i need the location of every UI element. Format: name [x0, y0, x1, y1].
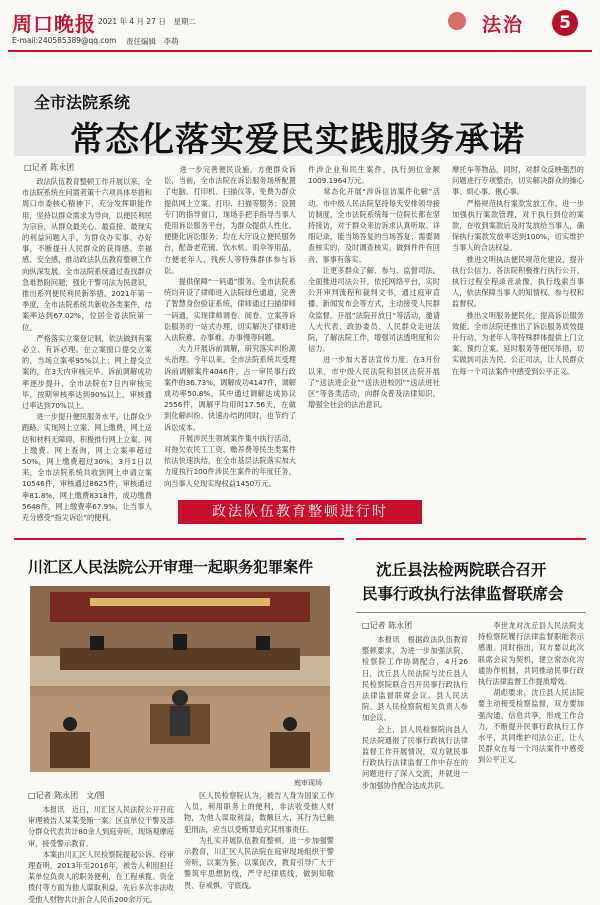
right-article-rule — [356, 612, 586, 613]
right-article-column-1: 本报讯 根据政法队伍教育整顿要求，为进一步加强法院、检察院工作协调配合，4月26日，沈丘县人民法院与沈丘县人民检察院联合召开民事行政执行法律监督联席会议。县人民法院、县人民检察院相关负责人参加会议。 会上，县人民检察院向县人民法院通报了民事行政执行法律监督工作开展情况，双方就民事行政执行法律监督工作中存在的问题进行了深入交流，并就进一步加强协作配合达成共识。 — [362, 635, 468, 790]
masthead — [0, 0, 600, 56]
banner-rule-right — [356, 538, 586, 540]
right-article-headline-line1: 沈丘县法检两院联合召开 — [376, 560, 547, 579]
right-article-column-2: 李世龙对沈丘县人民法院支持检察院履行法律监督职能表示感谢。同时指出，双方要以此次联席会议为契机，建立常态化沟通协作机制，共同推动民事行政执行法律监督工作提质增效。 胡彪要求，沈丘县人民法院要主动接受检察监督，双方要加强沟通、信息共享，形成工作合力，不断提升民事行政执行工作水平，共同维护司法公正，让人民群众在每一个司法案件中感受到公平正义。 — [478, 621, 584, 765]
left-article-column-1: 本报讯 近日，川汇区人民法院公开开庭审理被告人某某受贿一案。区直单位干警及部分群众代表共计80余人到庭旁听，现场观摩庭审，接受警示教育。 本案由川汇区人民检察院提起公诉。经审理查明，2013年至2016年，被告人利用担任某单位负责人的职务便利，在工程承揽、资金拨付等方面为他人谋取利益，先后多次非法收受他人财物共计折合人民币200余万元。 — [28, 805, 174, 904]
article-byline: □记者 陈永团 — [24, 163, 75, 172]
article-headline: 常态化落实爱民实践服务承诺 — [70, 120, 525, 160]
article-column-2: 进一步完善便民设施。方便群众诉讼，当前，全市法院在诉讼服务场所配置了电脑、打印机、扫描仪等，免费为群众提供网上立案、打印、扫描等服务；设置专门的指导窗口，现场手把手指导当事人使用诉讼服务平台，为群众提供人性化、便捷化诉讼服务；均在大厅设立便民服务台，配备老花镜、饮水机、雨伞等用品，方便老年人、残疾人等特殊群体参与诉讼。 提供保障“一码通”服务。全市法院系统均开设了律师进入法院绿色通道，完善了智慧身份验证系统，律师通过扫描律师一码通，实现律师调卷、阅卷、立案等诉讼服务的一站式办理，切实解决了律师进入法院难、办事难、办事慢等问题。 大力开展诉前调解，研究落实纠纷源头治理。今年以来，全市法院系统共受理诉前调解案件4046件，占一审民事行政案件的36.73%，调解成功4147件，调解成功率50.8%，其中通过调解达成协议2556件，调解平均用时17.56天，在做到化解纠纷、快速办结的同时，也节约了诉讼成本。 开展涉民生领域案件集中执行活动，对拖欠农民工工资、赡养费等民生类案件依法快速执结，在全市基层法院落实加大力度执行100件涉民生案件的年度任务，向当事人兑现实现权益1450万元。 — [164, 165, 296, 488]
page-editor: 责任编辑 李萌 — [126, 37, 179, 46]
decorative-seal-icon — [448, 12, 466, 30]
page-number-badge: 5 — [552, 10, 578, 36]
right-article-byline: □记者 陈永团 — [362, 621, 413, 630]
headline-banner — [14, 86, 586, 160]
article-column-1: 政法队伍教育整顿工作开展以来，全市法院系统在问需者策十六项具体举措和周口市委核心精神下，充分发挥职能作用，坚持以群众需求为导向，以便民利民为宗旨，从群众最关心、最直接、最现实的利益问题入手，为群众办实事、办好事，不断提升人民群众的获得感、幸福感、安全感，推动政法队伍教育整顿工作向纵深发展。全市法院系统通过查找群众急难愁盼问题，强化干警司法为民意识，推出系列便民利民新举措。2021年第一季度，全市法院系统共新收各类案件，结案率达到67.02%，位居全省法院第一位。 严格落实立案登记制，依法做到有案必立、有诉必理。在立案窗口提交立案的，当场立案率95%以上；网上提交立案的，在3天内审核完毕。诉前调解成功率逐步提升，全市法院在7日内审核完毕，按期审核率达到90%以上，审核通过率达到70%以上。 进一步提升便民服务水平，让群众少跑路。实现网上立案、网上缴费、网上送达和材料无障碍，积极推行网上立案、网上缴费、网上查询，网上立案率超过50%，网上缴费超过30%。3月1日以来，全市法院系统共收到网上申请立案10546件，审核通过8625件，审核通过率81.8%，网上缴费8318件，成功缴费5648件，网上缴费率67.9%，让当事人充分感受“指尖诉讼”的便利。 — [22, 177, 152, 523]
photo-caption: 庭审现场 — [294, 779, 322, 787]
left-article-headline: 川汇区人民法院公开审理一起职务犯罪案件 — [28, 558, 314, 576]
left-article-byline: □记者 陈永团 文/图 — [28, 791, 105, 800]
newspaper-logo: 周口晚报 — [12, 12, 96, 36]
left-article-column-2: 区人民检察院认为，被告人身为国家工作人员，利用职务上的便利，非法收受他人财物，为他人谋取利益，数额巨大，其行为已触犯刑法，应当以受贿罪追究其刑事责任。 为扎实开展队伍教育整顿，进一步加强警示教育，川汇区人民法院在庭审现场组织干警旁听，以案为鉴、以案促改，教育引导广大干警筑牢思想防线，严守纪律底线，做到知敬畏、存戒惧、守底线。 — [184, 791, 334, 890]
banner-rule-left — [14, 538, 344, 540]
masthead-rule — [8, 50, 592, 52]
campaign-banner-text: 政法队伍教育整顿进行时 — [212, 504, 388, 520]
right-article-headline-line2: 民事行政执行法律监督联席会 — [362, 584, 564, 603]
issue-date: 2021 年 4 月 27 日 星期二 — [98, 17, 196, 26]
article-column-3: 件涉企业和民生案件，执行到位金额1009.1964万元。 常态化开展“涉诉信访案件化解”活动。市中级人民法院坚持每天安排领导接访制度，全市法院系统每一位院长都在坚持接访，对于群众来访诉求认真听取、详细记录，能当场答复的当场答复；需要调查核实的，及时调查核实，做到件件有回音、事事有落实。 让更多群众了解、参与、监督司法。全面推进司法公开，依托网络平台，实时公开审判流程和裁判文书，通过庭审直播、新闻发布会等方式，主动接受人民群众监督。开展“法院开放日”等活动，邀请人大代表、政协委员、人民群众走进法院，了解法院工作，增强司法透明度和公信力。 进一步加大普法宣传力度。在3月份以来，市中级人民法院和县区法院开展了“送法进企业”“送法进校园”“送法进社区”等各类活动，向群众普及法律知识，增强全社会的法治意识。 — [308, 165, 440, 410]
article-kicker: 全市法院系统 — [34, 93, 131, 112]
contact-email: E-mail:240585389@qq.com — [12, 36, 117, 45]
article-column-4: 摩托车等物品，同时，对群众反映强烈的问题进行专项整治，切实解决群众的操心事、烦心事、揪心事。 严格规范执行案款发放工作。进一步加强执行案款管理，对于执行到位的案款，在收到案款后及时发放给当事人，确保执行案款发放率达到100%，切实维护当事人的合法权益。 推进文明执法便民规范化建设，提升执行公信力。各法院积极推行执行公开，执行过程全程录音录像，执行线索当事人，依法保障当事人的知情权、参与权和监督权。 推出文明服务便民化，提高诉讼服务效能。全市法院还推出了诉讼服务质效提升行动，为老年人等特殊群体提供上门立案、预约立案、延时服务等便民举措，切实做到司法为民、公正司法，让人民群众在每一个司法案件中感受到公平正义。 — [452, 165, 584, 376]
section-name: 法治 — [482, 14, 525, 36]
courtroom-illustration — [30, 586, 330, 772]
courtroom-photo — [30, 586, 330, 772]
campaign-banner — [178, 500, 422, 524]
